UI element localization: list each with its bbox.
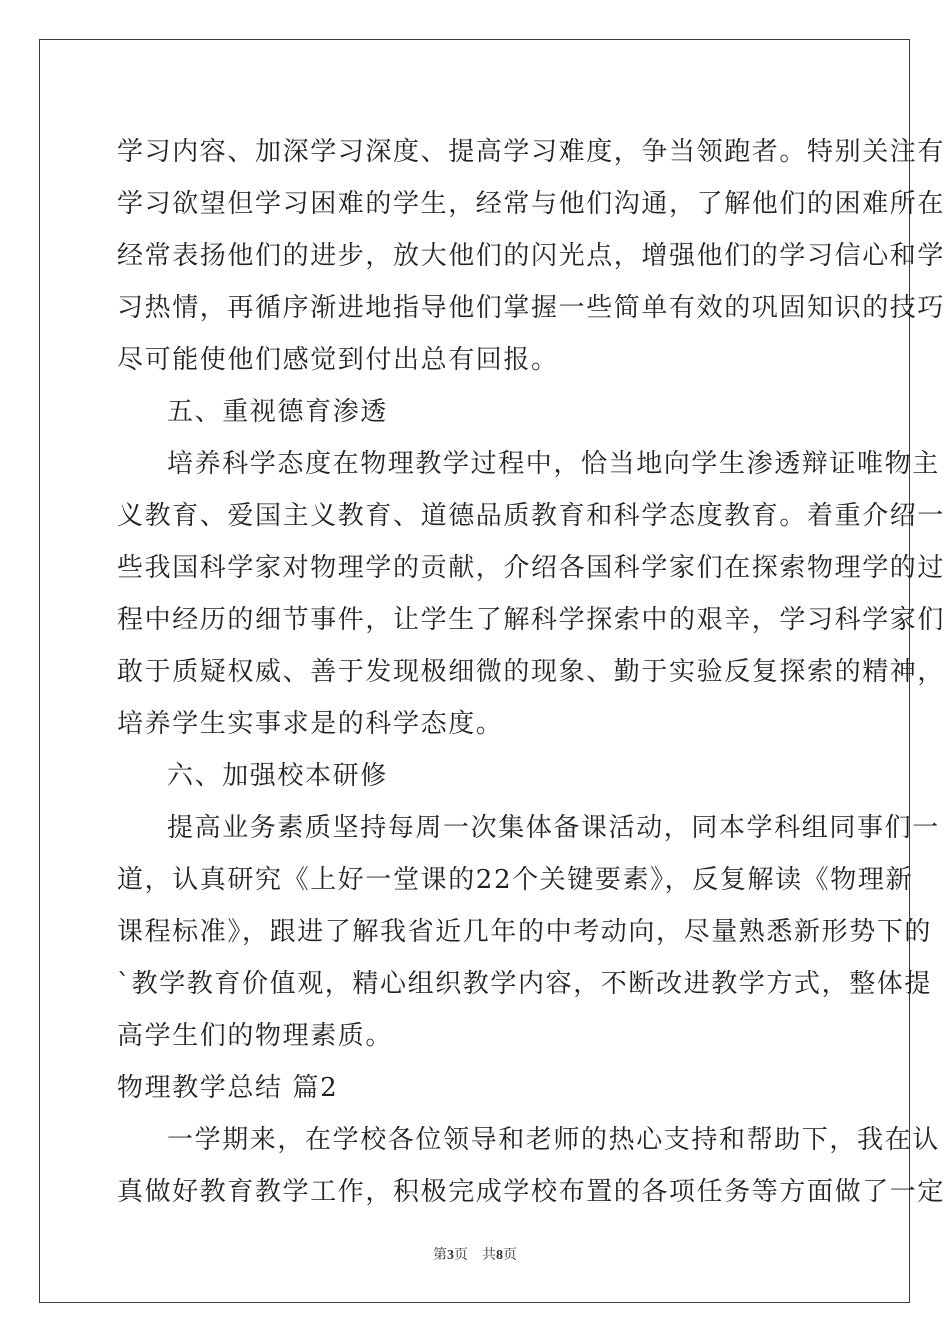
- text-line: 提高业务素质坚持每周一次集体备课活动，同本学科组同事们一: [167, 813, 940, 843]
- text-line: 经常表扬他们的进步，放大他们的闪光点，增强他们的学习信心和学: [117, 241, 946, 271]
- text-line: 高学生们的物理素质。: [117, 1021, 394, 1051]
- page-footer: [0, 1244, 950, 1264]
- text-line: 敢于质疑权威、善于发现极细微的现象、勤于实验反复探索的精神，: [117, 657, 946, 687]
- text-line: 习热情，再循序渐进地指导他们掌握一些简单有效的巩固知识的技巧: [117, 293, 946, 323]
- text-line: 培养科学态度在物理教学过程中，恰当地向学生渗透辩证唯物主: [167, 449, 940, 479]
- current-page-number: 3: [447, 1248, 454, 1263]
- text-line: 一学期来，在学校各位领导和老师的热心支持和帮助下，我在认: [167, 1125, 940, 1155]
- text-line: 物理教学总结 篇2: [117, 1073, 339, 1103]
- text-line: 程中经历的细节事件，让学生了解科学探索中的艰辛，学习科学家们: [117, 605, 946, 635]
- text-line: 义教育、爱国主义教育、道德品质教育和科学态度教育。着重介绍一: [117, 501, 946, 531]
- text-line: 尽可能使他们感觉到付出总有回报。: [117, 345, 559, 375]
- document-body: [117, 126, 946, 1218]
- text-line: `教学教育价值观，精心组织教学内容，不断改进教学方式，整体提: [117, 969, 933, 999]
- footer-suffix: 页: [503, 1248, 517, 1263]
- text-line: 学习内容、加深学习深度、提高学习难度，争当领跑者。特别关注有: [117, 137, 946, 167]
- total-pages-number: 8: [496, 1248, 503, 1263]
- text-line: 真做好教育教学工作，积极完成学校布置的各项任务等方面做了一定: [117, 1177, 946, 1207]
- footer-prefix: 第: [433, 1248, 447, 1263]
- text-line: 学习欲望但学习困难的学生，经常与他们沟通，了解他们的困难所在: [117, 189, 946, 219]
- footer-mid: 页 共: [454, 1248, 496, 1263]
- text-line: 五、重视德育渗透: [167, 397, 388, 427]
- text-line: 六、加强校本研修: [167, 761, 388, 791]
- text-line: 课程标准》，跟进了解我省近几年的中考动向，尽量熟悉新形势下的: [117, 917, 933, 947]
- text-line: 培养学生实事求是的科学态度。: [117, 709, 504, 739]
- text-line: 些我国科学家对物理学的贡献，介绍各国科学家们在探索物理学的过: [117, 553, 946, 583]
- text-line: 道，认真研究《上好一堂课的22个关键要素》，反复解读《物理新: [117, 865, 914, 895]
